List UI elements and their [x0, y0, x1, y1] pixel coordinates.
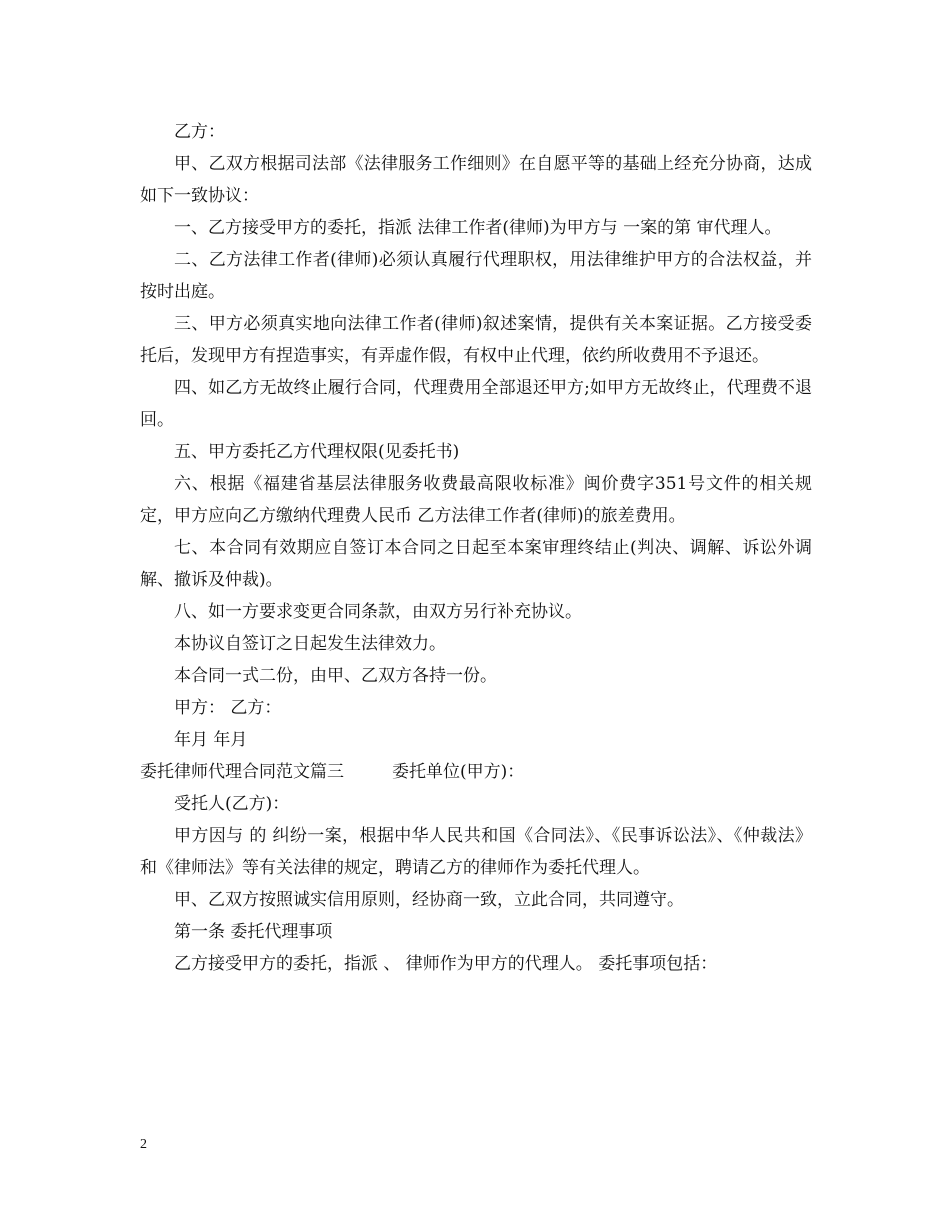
section-heading-line	[140, 756, 812, 788]
paragraph-good-faith: 甲、乙双方按照诚实信用原则，经协商一致，立此合同，共同遵守。	[174, 890, 684, 910]
paragraph-clause-2: 二、乙方法律工作者(律师)必须认真履行代理职权，用法律维护甲方的合法权益，并按时出庭。	[140, 250, 812, 302]
client-label: 委托单位(甲方)：	[392, 762, 525, 782]
paragraph-assignment: 乙方接受甲方的委托，指派 、 律师作为甲方的代理人。 委托事项包括：	[174, 954, 718, 974]
paragraph-clause-5: 五、甲方委托乙方代理权限(见委托书)	[174, 442, 460, 462]
section-title: 委托律师代理合同范文篇三	[140, 762, 344, 782]
document-body	[140, 116, 812, 980]
paragraph-clause-1: 一、乙方接受甲方的委托，指派 法律工作者(律师)为甲方与 一案的第 审代理人。	[174, 218, 782, 238]
paragraph-clause-8: 八、如一方要求变更合同条款，由双方另行补充协议。	[174, 602, 582, 622]
paragraph-clause-3: 三、甲方必须真实地向法律工作者(律师)叙述案情，提供有关本案证据。乙方接受委托后，发现甲方有捏造事实，有弄虚作假，有权中止代理，依约所收费用不予退还。	[140, 314, 812, 366]
paragraph-party-b: 乙方：	[174, 122, 225, 142]
paragraph-dispute: 甲方因与 的 纠纷一案，根据中华人民共和国《合同法》、《民事诉讼法》、《仲裁法》和《律师法》等有关法律的规定，聘请乙方的律师作为委托代理人。	[140, 826, 812, 878]
paragraph-preamble: 甲、乙双方根据司法部《法律服务工作细则》在自愿平等的基础上经充分协商，达成如下一致协议：	[140, 154, 812, 206]
page-number: 2	[140, 1137, 147, 1152]
paragraph-clause-4: 四、如乙方无故终止履行合同，代理费用全部退还甲方;如甲方无故终止，代理费不退回。	[140, 378, 812, 430]
paragraph-trustee: 受托人(乙方)：	[174, 794, 290, 814]
paragraph-signatures: 甲方： 乙方：	[174, 698, 282, 718]
paragraph-clause-7: 七、本合同有效期应自签订本合同之日起至本案审理终结止(判决、调解、诉讼外调解、撤诉及仲裁)。	[140, 538, 812, 590]
article-1-heading: 第一条 委托代理事项	[174, 922, 333, 942]
paragraph-copies: 本合同一式二份，由甲、乙双方各持一份。	[174, 666, 497, 686]
paragraph-clause-6: 六、根据《福建省基层法律服务收费最高限收标准》闽价费字351号文件的相关规定，甲方应向乙方缴纳代理费人民币 乙方法律工作者(律师)的旅差费用。	[140, 474, 812, 526]
paragraph-dates: 年月 年月	[174, 730, 248, 750]
paragraph-effective: 本协议自签订之日起发生法律效力。	[174, 634, 446, 654]
